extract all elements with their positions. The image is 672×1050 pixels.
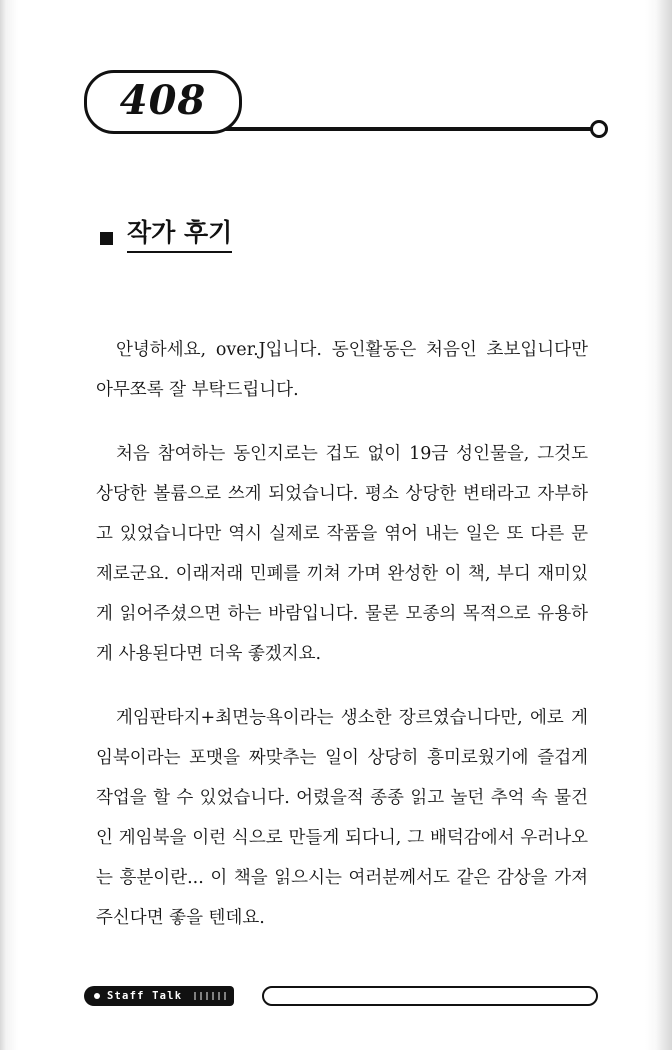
footer-tab-label: Staff Talk: [107, 990, 183, 1002]
page-header: [0, 64, 672, 144]
page-number: 408: [119, 77, 207, 124]
circle-outline-icon: [590, 120, 608, 138]
filled-square-bullet-icon: [100, 232, 113, 245]
paragraph: 안녕하세요, over.J입니다. 동인활동은 처음인 초보입니다만 아무쪼록 잘 부탁드립니다.: [96, 340, 588, 400]
body-text: [96, 330, 588, 938]
page-edge-shadow: [656, 0, 672, 1050]
section-heading: [100, 218, 232, 253]
page-number-capsule: [84, 70, 242, 134]
paragraph: 처음 참여하는 동인지로는 겁도 없이 19금 성인물을, 그것도 상당한 볼륨으로 쓰게 되었습니다. 평소 상당한 변태라고 자부하고 있었습니다만 역시 실제로 작품을 엮어 내는 일은 또 다른 문제로군요. 이래저래 민폐를 끼쳐 가며 완성한 이 책, 부디 재미있게 읽어주셨으면 하는 바람입니다. 물론 모종의 목적으로 유용하게 사용된다면 더욱 좋겠지요.: [96, 444, 588, 664]
section-title: 작가 후기: [127, 218, 232, 253]
footer-tab: [84, 986, 234, 1006]
dot-icon: [94, 993, 100, 999]
footer-bar: [262, 986, 598, 1006]
footer-tab-decoration: [194, 992, 228, 1000]
page-footer: [84, 986, 598, 1008]
paragraph: 게임판타지+최면능욕이라는 생소한 장르였습니다만, 에로 게임북이라는 포맷을 짜맞추는 일이 상당히 흥미로웠기에 즐겁게 작업을 할 수 있었습니다. 어렸을적 종종 읽고 놀던 추억 속 물건인 게임북을 이런 식으로 만들게 되다니, 그 배덕감에서 우러나오는 흥분이란... 이 책을 읽으시는 여러분께서도 같은 감상을 가져주신다면 좋을 텐데요.: [96, 708, 588, 928]
